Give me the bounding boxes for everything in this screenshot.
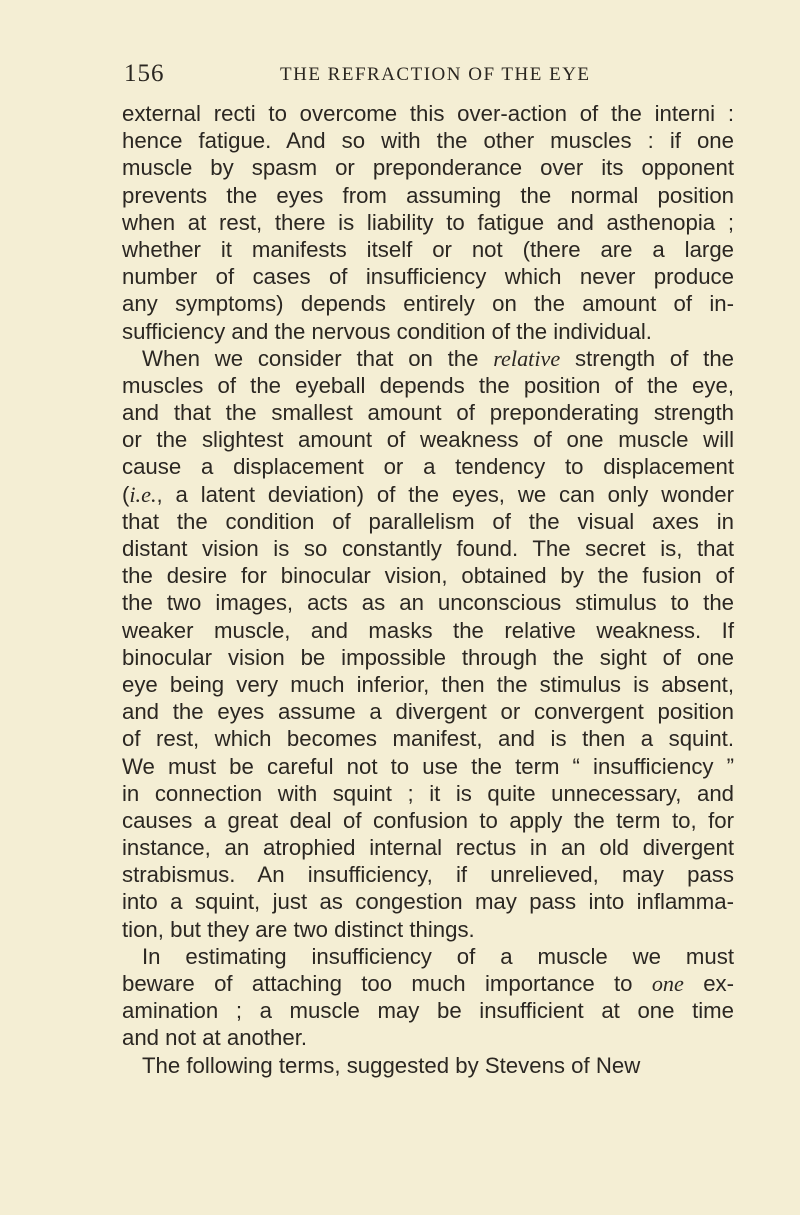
text-line: and not at another. [122,1025,308,1051]
text-line [122,481,734,508]
text-line: sufficiency and the nervous condition of the individual. [122,318,652,344]
text-line: instance, an atrophied internal rectus in an old divergent [122,835,734,861]
text-line: in connection with squint ; it is quite unnecessary, and [122,780,734,806]
text-line: when at rest, there is liability to fatigue and asthenopia ; [122,209,734,235]
text-line: distant vision is so constantly found. The secret is, that [122,536,734,561]
text-fragment: strength of the [574,345,734,371]
text-line: and the eyes assume a divergent or convergent position [122,699,734,725]
text-line: the two images, acts as an unconscious stimulus to the [122,590,734,616]
text-line: prevents the eyes from assuming the normal position [122,182,734,208]
text-line: We must be careful not to use the term “ insufficiency ” [122,753,734,779]
page-number: 156 [124,60,165,87]
text-line: hence fatigue. And so with the other muscles : if one [122,128,734,154]
text-line: external recti to overcome this over-action of the interni : [122,101,734,126]
text-line: of rest, which becomes manifest, and is then a squint. [122,726,734,752]
text-line: tion, but they are two distinct things. [122,916,475,942]
text-fragment: ex- [703,971,735,996]
text-line: and that the smallest amount of preponderating strength [122,400,734,426]
text-line: In estimating insufficiency of a muscle we must [142,943,734,969]
text-line: number of cases of insufficiency which never produce [122,264,734,290]
text-line: weaker muscle, and masks the relative weakness. If [122,617,734,643]
text-line: strabismus. An insufficiency, if unrelieved, may pass [122,862,734,888]
text-line: causes a great deal of confusion to apply the term to, for [122,807,734,833]
text-line: the desire for binocular vision, obtained by the fusion of [122,563,734,589]
text-line: binocular vision be impossible through the sight of one [122,644,734,670]
running-head: THE REFRACTION OF THE EYE [280,64,591,85]
text-line: muscles of the eyeball depends the position of the eye, [122,372,734,398]
text-line: whether it manifests itself or not (there are a large [122,236,734,262]
text-line: muscle by spasm or preponderance over its opponent [122,155,734,181]
text-line: amination ; a muscle may be insufficient at one time [122,998,734,1024]
body-text [122,100,734,1079]
text-line: eye being very much inferior, then the stimulus is absent, [122,671,734,697]
text-line: The following terms, suggested by Stevens of New [142,1052,641,1078]
italic-word: one [651,971,684,996]
text-line [122,970,734,997]
text-fragment: When we consider that on the [142,345,479,371]
text-fragment: ( [122,481,130,507]
page-header [120,60,740,100]
text-line: or the slightest amount of weakness of one muscle will [122,427,734,453]
text-fragment: beware of attaching too much importance to [122,971,633,996]
text-line [122,345,734,372]
text-line: into a squint, just as congestion may pass into inflamma- [122,889,734,915]
text-line: that the condition of parallelism of the visual axes in [122,508,734,534]
text-line: cause a displacement or a tendency to displacement [122,454,734,480]
italic-word: relative [493,345,561,371]
text-fragment: , a latent deviation) of the eyes, we can only wonder [156,481,734,507]
text-line: any symptoms) depends entirely on the amount of in- [122,291,734,317]
italic-abbrev: i.e. [129,481,157,507]
